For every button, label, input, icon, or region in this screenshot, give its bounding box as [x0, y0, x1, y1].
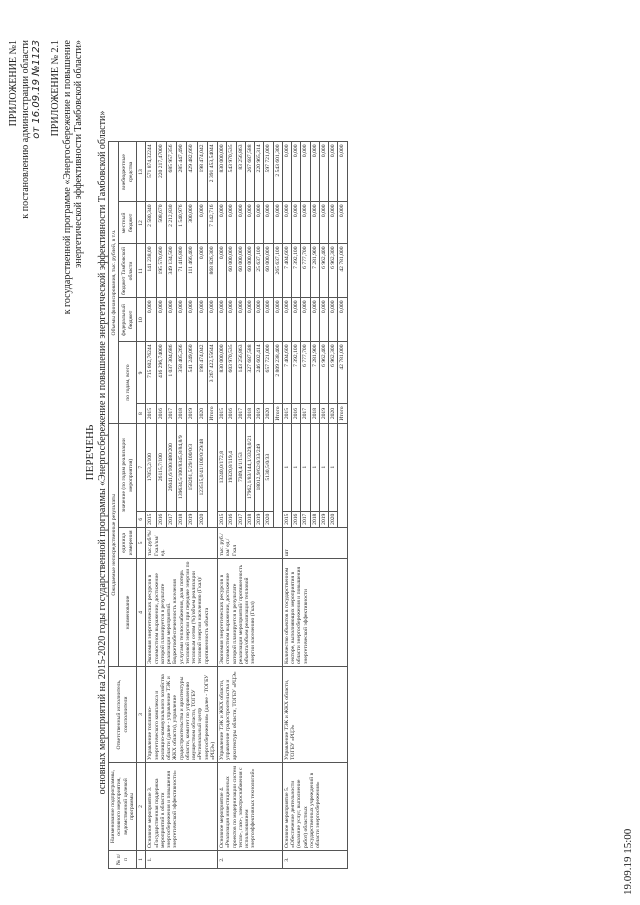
document-subtitle: основных мероприятий на 2015-2020 годы государственной программы «Энергосбережение и повышение энергетической эффективности Тамбовской области» — [96, 110, 108, 795]
result-value: 1 — [292, 423, 301, 511]
finance-extrabudget: 83 256,863 — [236, 142, 245, 202]
appendix-2-title: ПРИЛОЖЕНИЕ № 2.1 — [50, 40, 61, 137]
finance-regional: 71 416,800 — [177, 244, 187, 298]
finance-regional: 111 466,400 — [187, 244, 197, 298]
finance-regional: 6 777,700 — [301, 244, 310, 298]
finance-federal: 0,000 — [292, 298, 301, 342]
result-value: 5130,5/0/33 — [264, 423, 273, 511]
finance-local: 0,000 — [301, 202, 310, 244]
result-value: 26115,7/100 — [156, 423, 166, 511]
result-year: 2020 — [329, 511, 338, 527]
result-year: 2016 — [292, 511, 301, 527]
result-value: 139634,5/100/8345,8/84,8/9 — [177, 423, 187, 511]
finance-regional: 195 570,600 — [156, 244, 166, 298]
finance-regional: 265 637,100 — [273, 244, 282, 298]
finance-extrabudget: 597 721,000 — [264, 142, 273, 202]
finance-federal: 0,000 — [282, 298, 291, 342]
finance-extrabudget: 0,000 — [292, 142, 301, 202]
finance-federal: 0,000 — [146, 298, 156, 342]
finance-total: 657 721,000 — [264, 342, 273, 404]
finance-year: 2016 — [156, 404, 166, 423]
header-federal: федеральный бюджет — [119, 298, 137, 342]
finance-regional: 7 392,100 — [292, 244, 301, 298]
finance-extrabudget: 0,000 — [329, 142, 338, 202]
finance-year: 2016 — [227, 404, 236, 423]
finance-local: 0,000 — [245, 202, 254, 244]
result-year: 2015 — [218, 511, 227, 527]
result-unit: тыс. руб./ км/ ед./Гкал — [218, 527, 283, 558]
finance-regional: 60 000,000 — [264, 244, 273, 298]
header-num: № п/п — [109, 851, 137, 869]
column-number: 12 — [137, 202, 146, 244]
appendix-2-subtitle-1: к государственной программе «Энергосбережение и повышение — [61, 40, 73, 315]
finance-local: 0,000 — [282, 202, 291, 244]
finance-year: 2018 — [310, 404, 319, 423]
result-value: 1 — [310, 423, 319, 511]
finance-regional: 60 000,000 — [227, 244, 236, 298]
header-finance: Объемы финансирования, тыс. рублей, в т.ч. — [109, 142, 119, 423]
finance-total: 198 474,042 — [197, 342, 207, 404]
result-year: 2018 — [310, 511, 319, 527]
result-year: 2020 — [264, 511, 273, 527]
header-local: местный бюджет — [119, 202, 137, 244]
header-result-name: наименование — [119, 559, 137, 667]
finance-total: 246 602,414 — [255, 342, 264, 404]
finance-federal: 0,000 — [207, 298, 217, 342]
finance-local: 0,000 — [329, 202, 338, 244]
finance-extrabudget: 285 447,490 — [177, 142, 187, 202]
finance-regional: 42 781,000 — [338, 244, 347, 298]
result-value: 17053,2/100 — [146, 423, 156, 511]
finance-year: 2017 — [301, 404, 310, 423]
finance-federal: 0,000 — [156, 298, 166, 342]
finance-total: 327 687,588 — [245, 342, 254, 404]
expected-result-name: Экономия энергетических ресурсов в стоимостном выражении, достижение которой планируется в результате реализации мероприятий. Бюджетообеспеченность населения услугами теплоснабжения, доля потерь тепловой энергии при передаче энергии по тепловым сетям (%)/объем реализации тепловой энергии населению (Гкал)/протяженность объекта — [146, 559, 218, 667]
finance-local: 0,000 — [197, 202, 207, 244]
finance-regional: 7 404,600 — [282, 244, 291, 298]
total-label: Итого — [207, 404, 217, 423]
finance-extrabudget: 198 474,042 — [197, 142, 207, 202]
finance-local: 508,670 — [156, 202, 166, 244]
finance-total: 6 962,400 — [319, 342, 328, 404]
result-value: 158261,5/29/100/0/3 — [187, 423, 197, 511]
finance-regional: 6 962,400 — [319, 244, 328, 298]
finance-regional: 25 637,100 — [255, 244, 264, 298]
finance-year: 2020 — [329, 404, 338, 423]
column-number: 3 — [137, 667, 146, 763]
table-row — [146, 142, 156, 869]
finance-extrabudget: 685 957,356 — [166, 142, 176, 202]
result-value: 19320,8/119,4 — [227, 423, 236, 511]
finance-extrabudget: 571 874,32244 — [146, 142, 156, 202]
finance-federal: 0,000 — [255, 298, 264, 342]
result-value: 17962,1/83/144,1/3329,0/21 — [245, 423, 254, 511]
appendix-2-subtitle-2: энергетической эффективности Тамбовской области» — [73, 40, 84, 269]
activity-name: Основное мероприятие 3. «Государственная поддержка мероприятий в области энергосбережения и повышения энергетической эффективности» — [146, 763, 218, 851]
finance-federal: 0,000 — [245, 298, 254, 342]
result-year: 2015 — [146, 511, 156, 527]
activity-name: Основное мероприятие 5. «Обеспечение деятельности (оказание услуг, выполнение работ) областных государственных учреждений в области энергосбережения» — [282, 763, 347, 851]
result-year: 2018 — [177, 511, 187, 527]
column-number: 13 — [137, 142, 146, 202]
expected-result-name: Количество объектов в государственном секторе, выполняющих мероприятия в области энергосбережения и повышения энергетической эффективности — [282, 559, 347, 667]
finance-extrabudget: 267 687,588 — [245, 142, 254, 202]
appendix-1-title: ПРИЛОЖЕНИЕ №1 — [8, 40, 19, 127]
result-value: 1 — [329, 423, 338, 511]
finance-total: 830 000,000 — [218, 342, 227, 404]
finance-local: 0,000 — [264, 202, 273, 244]
finance-extrabudget: 0,000 — [338, 142, 347, 202]
finance-local: 1 540,976 — [177, 202, 187, 244]
result-value: 1 — [301, 423, 310, 511]
row-number: 1. — [146, 851, 218, 869]
finance-federal: 0,000 — [338, 298, 347, 342]
row-number: 3. — [282, 851, 347, 869]
finance-total: 358 405,266 — [177, 342, 187, 404]
activity-name: Основное мероприятие 4. «Реализация инвестиционных проектов по модернизации систем тепло-, газо-, электроснабжения с использованием энергоэффективных технологий» — [218, 763, 283, 851]
finance-extrabudget: 543 970,535 — [227, 142, 236, 202]
finance-extrabudget: 220 965,314 — [255, 142, 264, 202]
column-number: 6 — [137, 511, 146, 527]
finance-year: 2020 — [197, 404, 207, 423]
finance-extrabudget: 220 217,47000 — [156, 142, 166, 202]
finance-regional: 6 962,300 — [329, 244, 338, 298]
finance-federal: 0,000 — [319, 298, 328, 342]
column-number: 9 — [137, 342, 146, 404]
header-result-unit: единица измерения — [119, 527, 137, 558]
finance-total: 3 267 422,55644 — [207, 342, 217, 404]
column-number: 1 — [137, 851, 146, 869]
finance-regional: 60 000,000 — [245, 244, 254, 298]
result-year: 2019 — [255, 511, 264, 527]
total-label: Итого — [273, 404, 282, 423]
column-number: 10 — [137, 298, 146, 342]
finance-regional: 0,000 — [197, 244, 207, 298]
finance-extrabudget: 0,000 — [282, 142, 291, 202]
finance-federal: 0,000 — [227, 298, 236, 342]
column-number: 8 — [137, 404, 146, 423]
finance-local: 0,000 — [227, 202, 236, 244]
finance-regional: 868 826,300 — [207, 244, 217, 298]
column-number: 2 — [137, 763, 146, 851]
finance-year: 2020 — [264, 404, 273, 423]
finance-year: 2015 — [146, 404, 156, 423]
finance-local: 0,000 — [310, 202, 319, 244]
finance-year: 2018 — [245, 404, 254, 423]
finance-extrabudget: 0,000 — [310, 142, 319, 202]
finance-local: 0,000 — [236, 202, 245, 244]
finance-total: 6 962,300 — [329, 342, 338, 404]
table-row — [282, 142, 291, 869]
empty-cell — [273, 423, 282, 527]
result-value: 13240,0/172,8 — [218, 423, 227, 511]
finance-year: 2019 — [319, 404, 328, 423]
header-results: Ожидаемые непосредственные результаты — [109, 423, 119, 666]
finance-total: 715 602,76244 — [146, 342, 156, 404]
finance-total: 7 404,600 — [282, 342, 291, 404]
finance-local: 2 212,830 — [166, 202, 176, 244]
finance-federal: 0,000 — [187, 298, 197, 342]
document-title: ПЕРЕЧЕНЬ — [84, 424, 96, 481]
result-year: 2019 — [187, 511, 197, 527]
responsible-executor: Управление ТЭК и ЖКХ области, ТОГБУ «РЦЭ» — [282, 667, 347, 763]
activities-table — [108, 141, 348, 869]
result-value: 7309,4/1/153 — [236, 423, 245, 511]
finance-local: 0,000 — [218, 202, 227, 244]
finance-year: 2018 — [177, 404, 187, 423]
appendix-1-block — [8, 40, 43, 219]
finance-local: 0,000 — [273, 202, 282, 244]
finance-local: 2 580,340 — [146, 202, 156, 244]
finance-federal: 0,000 — [301, 298, 310, 342]
result-year: 2015 — [282, 511, 291, 527]
finance-local: 0,000 — [319, 202, 328, 244]
print-timestamp: 19.09.19 15:00 — [622, 828, 634, 895]
finance-total: 2 809 238,400 — [273, 342, 282, 404]
finance-year: 2016 — [292, 404, 301, 423]
finance-regional: 7 281,900 — [310, 244, 319, 298]
finance-extrabudget: 2 391 453,54044 — [207, 142, 217, 202]
table-row — [218, 142, 227, 869]
finance-extrabudget: 0,000 — [319, 142, 328, 202]
result-year: 2019 — [319, 511, 328, 527]
result-year: 2016 — [227, 511, 236, 527]
finance-year: 2017 — [166, 404, 176, 423]
finance-federal: 0,000 — [177, 298, 187, 342]
finance-total: 541 249,060 — [187, 342, 197, 404]
result-year: 2017 — [166, 511, 176, 527]
finance-federal: 0,000 — [236, 298, 245, 342]
result-value: 1 — [282, 423, 291, 511]
row-number: 2. — [218, 851, 283, 869]
finance-total: 143 256,863 — [236, 342, 245, 404]
result-value: 1 — [319, 423, 328, 511]
header-name: Наименование подпрограммы, основного мероприятия, ведомственной целевой программы — [109, 763, 137, 851]
finance-year: 2017 — [236, 404, 245, 423]
finance-total: 42 781,000 — [338, 342, 347, 404]
column-number: 5 — [137, 527, 146, 558]
finance-federal: 0,000 — [218, 298, 227, 342]
finance-federal: 0,000 — [310, 298, 319, 342]
column-numbers-row — [137, 142, 146, 869]
finance-year: 2019 — [255, 404, 264, 423]
total-label: Итого — [338, 404, 347, 423]
empty-cell — [207, 423, 217, 527]
finance-total: 603 970,535 — [227, 342, 236, 404]
finance-total: 7 281,900 — [310, 342, 319, 404]
result-year: 2020 — [197, 511, 207, 527]
finance-total: 416 296,74000 — [156, 342, 166, 404]
finance-federal: 0,000 — [329, 298, 338, 342]
finance-local: 0,000 — [292, 202, 301, 244]
appendix-1-date: от 16.09.19 №1123 — [31, 40, 42, 139]
result-unit: шт — [282, 527, 347, 558]
finance-local: 0,000 — [338, 202, 347, 244]
finance-federal: 0,000 — [197, 298, 207, 342]
result-year: 2018 — [245, 511, 254, 527]
result-year: 2017 — [236, 511, 245, 527]
result-value: 18012,9/62/0/33/249 — [255, 423, 264, 511]
finance-regional: 349 134,500 — [166, 244, 176, 298]
finance-total: 1 037 304,686 — [166, 342, 176, 404]
finance-extrabudget: 429 482,660 — [187, 142, 197, 202]
column-number: 7 — [137, 423, 146, 511]
column-number: 4 — [137, 559, 146, 667]
column-number: 11 — [137, 244, 146, 298]
header-finance-years: по годам, всего — [119, 342, 137, 423]
finance-federal: 0,000 — [264, 298, 273, 342]
appendix-2-block — [50, 40, 85, 314]
expected-result-name: Экономия энергетических ресурсов в стоимостном выражении, достижение которой планируется в результате реализации мероприятий/ протяженность объекта/объем реализации тепловой энергии населению (Гкал) — [218, 559, 283, 667]
finance-local: 7 142,716 — [207, 202, 217, 244]
finance-total: 7 392,100 — [292, 342, 301, 404]
header-executor: Ответственный исполнитель, соисполнители — [109, 667, 137, 763]
finance-year: 2019 — [187, 404, 197, 423]
finance-total: 6 777,700 — [301, 342, 310, 404]
responsible-executor: Управление ТЭК и ЖКХ области, управление градостроительства и архитектуры области, ТОГБУ «РЦЭ» — [218, 667, 283, 763]
responsible-executor: Управление топливно-энергетического комплекса и жилищно-коммунального хозяйства области (далее - управление ТЭК и ЖКХ области), управление градостроительства и архитектуры области, комитет по управлению имуществом области, ТОГБУ «Региональный центр энергосбережения» (далее - ТОГБУ «РЦЭ») — [146, 667, 218, 763]
finance-federal: 0,000 — [166, 298, 176, 342]
finance-extrabudget: 0,000 — [301, 142, 310, 202]
finance-local: 0,000 — [255, 202, 264, 244]
finance-federal: 0,000 — [273, 298, 282, 342]
finance-extrabudget: 830 000,000 — [218, 142, 227, 202]
empty-cell — [338, 423, 347, 527]
finance-regional: 0,000 — [218, 244, 227, 298]
header-result-value: значение (по годам реализации мероприятия) — [119, 423, 137, 527]
finance-local: 300,000 — [187, 202, 197, 244]
header-regional: бюджет Тамбовской области — [119, 244, 137, 298]
appendix-1-subtitle: к постановлению администрации области — [19, 40, 31, 219]
finance-year: 2015 — [282, 404, 291, 423]
result-value: 26041,6/100/480/200 — [166, 423, 176, 511]
finance-year: 2015 — [218, 404, 227, 423]
finance-extrabudget: 2 543 601,300 — [273, 142, 282, 202]
result-year: 2016 — [156, 511, 166, 527]
finance-regional: 60 000,000 — [236, 244, 245, 298]
finance-regional: 141 238,00 — [146, 244, 156, 298]
result-year: 2017 — [301, 511, 310, 527]
header-extrabudget: внебюджетные средства — [119, 142, 137, 202]
result-unit: тыс.руб/%/Гкал/км/ед. — [146, 527, 218, 558]
result-value: 123515,0/41/100/0/29/48 — [197, 423, 207, 511]
